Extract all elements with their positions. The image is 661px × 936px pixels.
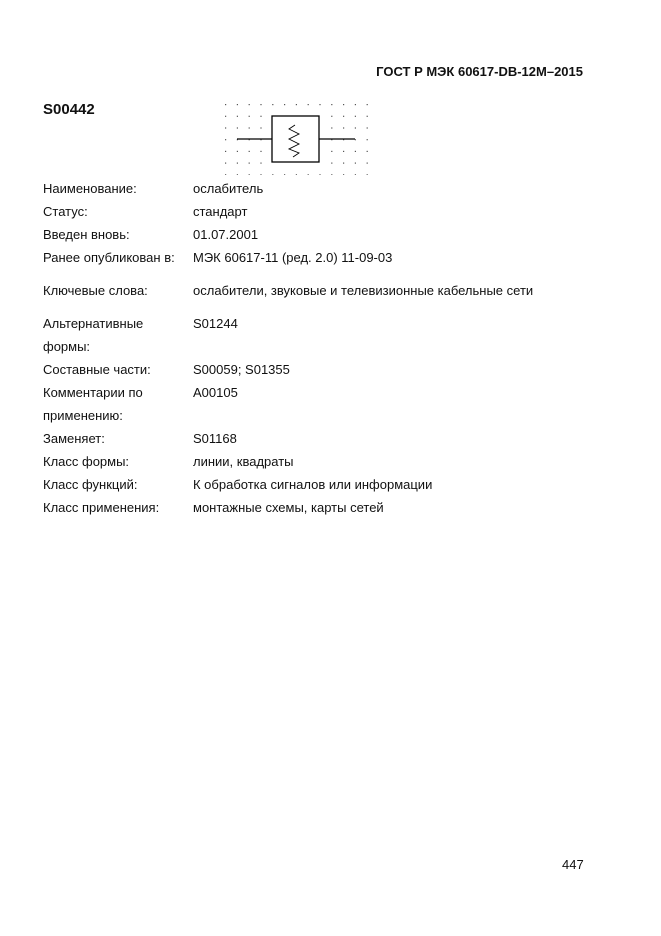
field-value: ослабители, звуковые и телевизионные кабельные сети	[193, 283, 534, 298]
field-label: Введен вновь:	[43, 227, 130, 242]
field-label: Заменяет:	[43, 431, 105, 446]
standard-header: ГОСТ Р МЭК 60617-DB-12M–2015	[376, 64, 583, 79]
field-label: Комментарии по применению:	[43, 385, 143, 423]
field-value: A00105	[193, 385, 238, 400]
field-value: 01.07.2001	[193, 227, 259, 242]
field-value: S01244	[193, 316, 238, 331]
field-label: Ранее опубликован в:	[43, 250, 175, 265]
field-value: S01168	[193, 431, 237, 446]
field-value: монтажные схемы, карты сетей	[193, 500, 384, 515]
field-value: стандарт	[193, 204, 248, 219]
field-value: К обработка сигналов или информации	[193, 477, 433, 492]
symbol-code: S00442	[43, 101, 95, 118]
field-label: Ключевые слова:	[43, 283, 148, 298]
field-label: Альтернативные формы:	[43, 316, 144, 354]
page-number: 447	[562, 857, 584, 872]
field-value: линии, квадраты	[193, 454, 294, 469]
field-label: Класс функций:	[43, 477, 138, 492]
field-value: МЭК 60617-11 (ред. 2.0) 11-09-03	[193, 250, 393, 265]
field-value: S00059; S01355	[193, 362, 290, 377]
field-value: ослабитель	[193, 181, 264, 196]
field-label: Наименование:	[43, 181, 137, 196]
field-label: Составные части:	[43, 362, 151, 377]
field-label: Класс формы:	[43, 454, 130, 469]
field-label: Статус:	[43, 204, 88, 219]
field-label: Класс применения:	[43, 500, 160, 515]
attenuator-symbol	[215, 95, 375, 175]
